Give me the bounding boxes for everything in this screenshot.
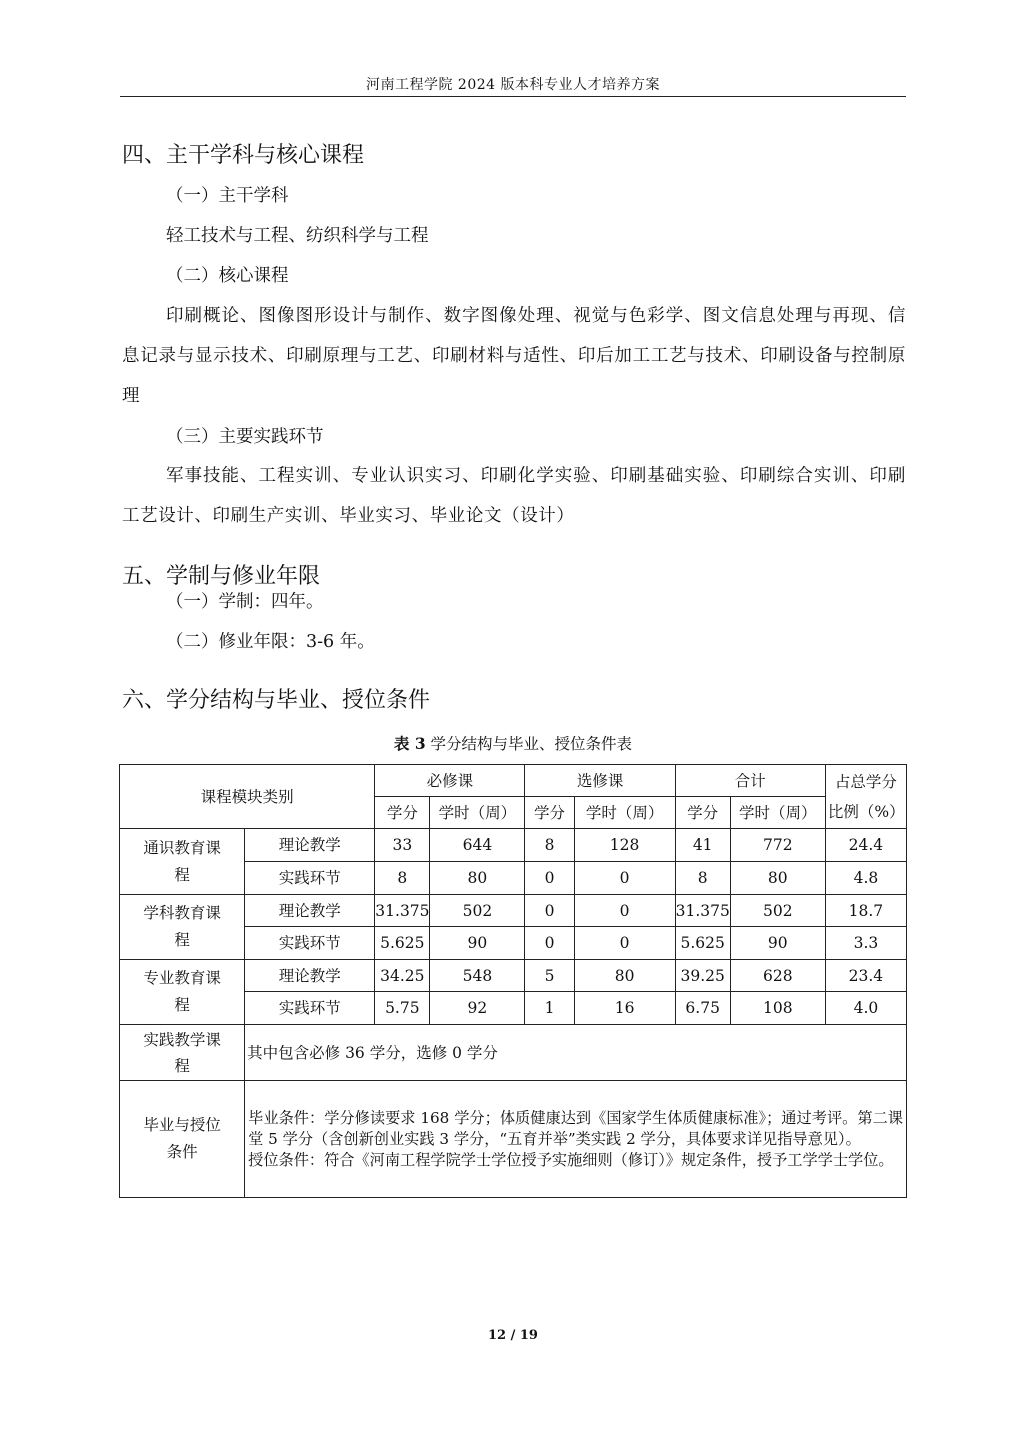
cell-total-credit: 31.375	[675, 895, 730, 927]
header-category: 课程模块类别	[120, 765, 375, 829]
cell-required-hours: 92	[430, 992, 525, 1025]
table-row	[120, 960, 907, 992]
page-header: 河南工程学院 2024 版本科专业人才培养方案	[365, 77, 661, 93]
practice-name: 实践教学课程	[120, 1025, 245, 1081]
schooling-system: （一）学制：四年。	[166, 592, 324, 612]
cell-ratio: 18.7	[825, 895, 906, 927]
page-number: 12 / 19	[488, 1328, 538, 1343]
cell-ratio: 4.0	[825, 992, 906, 1025]
group-name: 学科教育课程	[120, 895, 245, 960]
cell-elective-hours: 80	[574, 960, 675, 992]
practice-text: 其中包含必修 36 学分，选修 0 学分	[245, 1025, 907, 1081]
header-credit: 学分	[675, 797, 730, 829]
header-rule	[120, 96, 906, 97]
table-caption	[120, 732, 906, 754]
graduation-conditions	[245, 1081, 907, 1198]
cell-elective-credit: 5	[525, 960, 574, 992]
header-hours: 学时（周）	[574, 797, 675, 829]
cell-total-credit: 41	[675, 829, 730, 862]
cell-total-credit: 8	[675, 862, 730, 895]
cell-total-hours: 108	[730, 992, 825, 1025]
cell-total-credit: 5.625	[675, 927, 730, 960]
header-ratio: 占总学分比例（%）	[825, 765, 906, 829]
cell-elective-credit: 0	[525, 895, 574, 927]
cell-required-credit: 34.25	[375, 960, 430, 992]
subheading-practice: （三）主要实践环节	[166, 427, 324, 447]
cell-ratio: 4.8	[825, 862, 906, 895]
cell-total-credit: 39.25	[675, 960, 730, 992]
table-row	[120, 829, 907, 862]
cell-elective-hours: 0	[574, 927, 675, 960]
row-type: 实践环节	[245, 992, 375, 1025]
cell-required-hours: 644	[430, 829, 525, 862]
cell-ratio: 3.3	[825, 927, 906, 960]
cell-total-hours: 502	[730, 895, 825, 927]
group-name: 通识教育课程	[120, 829, 245, 895]
graduation-name: 毕业与授位条件	[120, 1081, 245, 1198]
cell-required-credit: 8	[375, 862, 430, 895]
cell-ratio: 24.4	[825, 829, 906, 862]
section-4-heading: 四、主干学科与核心课程	[122, 143, 365, 168]
section-6-heading: 六、学分结构与毕业、授位条件	[122, 688, 431, 713]
row-type: 实践环节	[245, 862, 375, 895]
cell-required-hours: 548	[430, 960, 525, 992]
cell-total-hours: 80	[730, 862, 825, 895]
row-type: 实践环节	[245, 927, 375, 960]
table-title: 学分结构与毕业、授位条件表	[430, 735, 633, 753]
cell-elective-hours: 128	[574, 829, 675, 862]
cell-required-hours: 80	[430, 862, 525, 895]
practice-text: 军事技能、工程实训、专业认识实习、印刷化学实验、印刷基础实验、印刷综合实训、印刷工艺设计、印刷生产实训、毕业实习、毕业论文（设计）	[122, 466, 906, 526]
main-discipline-text: 轻工技术与工程、纺织科学与工程	[166, 226, 429, 246]
cell-required-credit: 5.75	[375, 992, 430, 1025]
cell-elective-hours: 0	[574, 895, 675, 927]
core-courses-text: 印刷概论、图像图形设计与制作、数字图像处理、视觉与色彩学、图文信息处理与再现、信息记录与显示技术、印刷原理与工艺、印刷材料与适性、印后加工工艺与技术、印刷设备与控制原理	[122, 306, 906, 406]
cell-required-hours: 502	[430, 895, 525, 927]
cell-elective-credit: 1	[525, 992, 574, 1025]
group-name: 专业教育课程	[120, 960, 245, 1025]
cell-elective-hours: 16	[574, 992, 675, 1025]
table-number: 表 3	[393, 734, 426, 753]
row-type: 理论教学	[245, 960, 375, 992]
cell-total-credit: 6.75	[675, 992, 730, 1025]
cell-elective-credit: 0	[525, 862, 574, 895]
cell-total-hours: 772	[730, 829, 825, 862]
cell-required-credit: 5.625	[375, 927, 430, 960]
row-type: 理论教学	[245, 895, 375, 927]
cell-elective-credit: 8	[525, 829, 574, 862]
cell-elective-hours: 0	[574, 862, 675, 895]
cell-elective-credit: 0	[525, 927, 574, 960]
header-required: 必修课	[375, 765, 525, 797]
credit-structure-table	[119, 764, 907, 1198]
header-credit: 学分	[375, 797, 430, 829]
header-hours: 学时（周）	[730, 797, 825, 829]
graduation-requirement: 毕业条件：学分修读要求 168 学分；体质健康达到《国家学生体质健康标准》；通过考评。第二课堂 5 学分（含创新创业实践 3 学分，“五育并举”类实践 2 学分，具体要求详见指导意见）。	[248, 1108, 903, 1148]
study-duration: （二）修业年限：3-6 年。	[166, 632, 375, 652]
cell-ratio: 23.4	[825, 960, 906, 992]
graduation-row	[120, 1081, 907, 1198]
cell-total-hours: 90	[730, 927, 825, 960]
cell-required-hours: 90	[430, 927, 525, 960]
cell-total-hours: 628	[730, 960, 825, 992]
header-elective: 选修课	[525, 765, 675, 797]
header-total: 合计	[675, 765, 825, 797]
subheading-main-discipline: （一）主干学科	[166, 186, 289, 206]
subheading-core-courses: （二）核心课程	[166, 266, 289, 286]
section-5-heading: 五、学制与修业年限	[122, 564, 321, 589]
header-credit: 学分	[525, 797, 574, 829]
table-row	[120, 895, 907, 927]
cell-required-credit: 33	[375, 829, 430, 862]
cell-required-credit: 31.375	[375, 895, 430, 927]
header-hours: 学时（周）	[430, 797, 525, 829]
row-type: 理论教学	[245, 829, 375, 862]
practice-row	[120, 1025, 907, 1081]
degree-requirement: 授位条件：符合《河南工程学院学士学位授予实施细则（修订）》规定条件，授予工学学士学位。	[248, 1150, 894, 1169]
